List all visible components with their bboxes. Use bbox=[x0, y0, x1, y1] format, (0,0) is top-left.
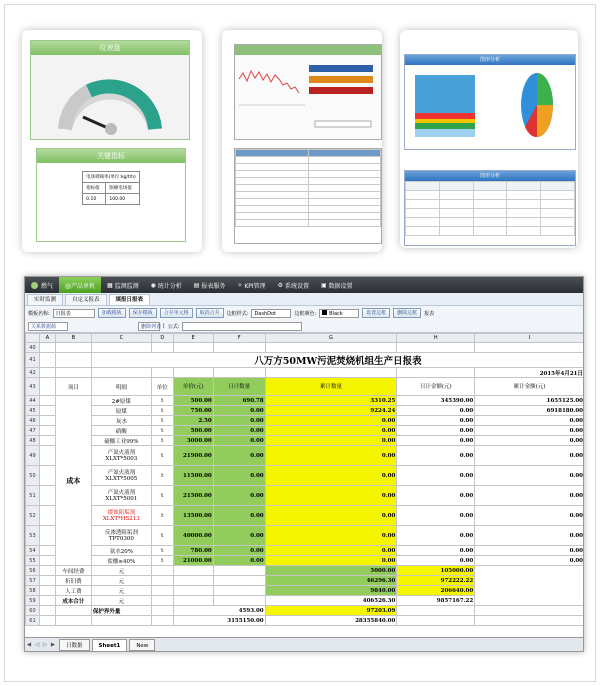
cell-cum-amt[interactable]: 0.00 bbox=[475, 426, 584, 436]
corner-cell[interactable] bbox=[26, 334, 40, 343]
merge-cells-button[interactable]: 合并单元格 bbox=[160, 308, 193, 318]
cell-daily-qty[interactable]: 0.00 bbox=[213, 446, 265, 466]
cell-unit[interactable]: 元 bbox=[91, 576, 151, 586]
row-header: 50 bbox=[26, 466, 40, 486]
tab-daily-report[interactable]: 填报日报表 bbox=[109, 294, 151, 305]
column-header[interactable]: E bbox=[173, 334, 213, 343]
cell-unit[interactable]: t bbox=[151, 426, 173, 436]
cell-a[interactable] bbox=[39, 486, 55, 506]
border-color-select[interactable] bbox=[319, 309, 359, 318]
last-sheet-icon[interactable]: ▶ bbox=[50, 641, 56, 648]
trend-panel bbox=[234, 44, 382, 140]
set-border-button[interactable]: 设置边框 bbox=[362, 308, 390, 318]
sheet-tab-daily[interactable]: 日数据 bbox=[59, 639, 90, 651]
indicator-panel bbox=[36, 148, 186, 242]
table-row bbox=[26, 526, 585, 546]
nav-label: 数据设置 bbox=[328, 282, 353, 290]
cell-price[interactable]: 21500.00 bbox=[173, 486, 213, 506]
header-cum-amt[interactable]: 累计金额(元) bbox=[475, 378, 584, 396]
delete-list-button[interactable]: 删除列表 bbox=[138, 322, 160, 331]
cell-unit[interactable]: t bbox=[151, 436, 173, 446]
cell-unit[interactable]: 元 bbox=[91, 586, 151, 596]
cell-cum-qty[interactable]: 0.00 bbox=[265, 506, 397, 526]
cell-cum-amt[interactable]: 0.00 bbox=[475, 526, 584, 546]
cell-price[interactable]: 40000.00 bbox=[173, 526, 213, 546]
trend-chart bbox=[235, 45, 381, 139]
row-header: 45 bbox=[26, 406, 40, 416]
cell-price[interactable]: 13500.00 bbox=[173, 506, 213, 526]
nav-label: 报表服务 bbox=[201, 282, 226, 290]
cell-detail[interactable]: 盐酸≥40% bbox=[91, 556, 151, 566]
indicator-cell: 限额电场值 bbox=[106, 183, 139, 194]
load-template-button[interactable]: 加载模板 bbox=[98, 308, 126, 318]
cost-rows bbox=[26, 396, 585, 566]
cell-daily-amt[interactable]: 5000.00 bbox=[265, 566, 397, 576]
header-cum-qty[interactable]: 累计数量 bbox=[265, 378, 397, 396]
cell-a[interactable] bbox=[39, 396, 55, 406]
nav-item-monitor[interactable] bbox=[101, 277, 145, 293]
trend-thumbnail bbox=[222, 30, 382, 252]
cell-price[interactable]: 780.00 bbox=[173, 546, 213, 556]
format-toolbar bbox=[25, 306, 583, 320]
cell-cum-qty[interactable]: 0.00 bbox=[265, 426, 397, 436]
cell-cum-amt[interactable]: 0.00 bbox=[475, 446, 584, 466]
cell-daily-amt[interactable]: 0.00 bbox=[397, 546, 475, 556]
cell-cum-qty[interactable] bbox=[213, 596, 265, 606]
header-price[interactable]: 单价(元) bbox=[173, 378, 213, 396]
cell-daily-amt[interactable]: 0.00 bbox=[397, 406, 475, 416]
header-detail[interactable]: 明细 bbox=[91, 378, 151, 396]
cell-cum-qty[interactable]: 0.00 bbox=[265, 486, 397, 506]
row-header: 46 bbox=[26, 416, 40, 426]
cell-price[interactable]: 3000.00 bbox=[173, 436, 213, 446]
cell-daily-qty[interactable]: 0.00 bbox=[213, 486, 265, 506]
cell-daily-qty[interactable]: 0.00 bbox=[213, 426, 265, 436]
table-row bbox=[26, 416, 585, 426]
legend-swatch bbox=[309, 87, 373, 94]
monitor-icon: ▦ bbox=[107, 281, 115, 289]
cell-cum-qty[interactable]: 0.00 bbox=[265, 556, 397, 566]
graph-analysis-table-panel bbox=[404, 170, 576, 246]
cell-cum-amt[interactable]: 0.00 bbox=[475, 466, 584, 486]
cell-cum-amt[interactable]: 6918180.00 bbox=[475, 406, 584, 416]
sheet-tab-new[interactable]: New bbox=[129, 639, 155, 651]
indicator-cell: 0.10 bbox=[83, 194, 106, 205]
cell-daily-qty[interactable]: 0.00 bbox=[213, 546, 265, 556]
cell-cum-amt[interactable]: 0.00 bbox=[475, 436, 584, 446]
section-cost-label[interactable]: 成本 bbox=[55, 396, 91, 566]
cell-cum-qty[interactable]: 0.00 bbox=[265, 446, 397, 466]
nav-label: 统计分析 bbox=[157, 282, 182, 290]
header-item[interactable]: 项目 bbox=[55, 378, 91, 396]
header-daily-qty[interactable]: 日计数量 bbox=[213, 378, 265, 396]
formula-toolbar bbox=[25, 320, 583, 333]
column-header[interactable]: H bbox=[397, 334, 475, 343]
cell-a[interactable] bbox=[39, 506, 55, 526]
cell-cum-qty[interactable] bbox=[213, 566, 265, 576]
cell-price[interactable]: 21900.00 bbox=[173, 446, 213, 466]
kpi-icon: ✧ bbox=[237, 281, 245, 289]
nav-label: @产品单机 bbox=[65, 282, 96, 290]
gauge-chart bbox=[31, 55, 189, 139]
graph-analysis-title: 图形分析 bbox=[405, 55, 575, 65]
cell-unit[interactable]: t bbox=[151, 556, 173, 566]
table-row bbox=[26, 486, 585, 506]
nav-label: KPI管理 bbox=[244, 282, 266, 290]
row-header: 55 bbox=[26, 556, 40, 566]
border-style-label: 边框样式: bbox=[226, 310, 249, 317]
header-daily-amt[interactable]: 日计金额(元) bbox=[397, 378, 475, 396]
tab-realtime[interactable]: 实时监测 bbox=[27, 294, 63, 305]
cell-a[interactable] bbox=[39, 596, 55, 606]
legend-swatch bbox=[309, 65, 373, 72]
cell-daily-qty[interactable]: 0.00 bbox=[213, 506, 265, 526]
nav-item-stats[interactable] bbox=[145, 277, 188, 293]
report-app-window bbox=[24, 276, 584, 652]
toolbar-extra: 报表 bbox=[424, 310, 435, 317]
cell-price[interactable]: 11500.00 bbox=[173, 466, 213, 486]
border-style-select[interactable]: DashDot bbox=[251, 309, 291, 318]
nav-item-gas[interactable] bbox=[25, 277, 59, 293]
cell-unit[interactable]: 元 bbox=[91, 596, 151, 606]
cell-daily-amt[interactable]: 0.00 bbox=[397, 506, 475, 526]
cell-a[interactable] bbox=[39, 446, 55, 466]
table-row bbox=[26, 576, 585, 586]
cell-daily-amt[interactable]: 0.00 bbox=[397, 426, 475, 436]
unmerge-button[interactable]: 取消合并 bbox=[196, 308, 224, 318]
cell-daily-amt[interactable]: 0.00 bbox=[397, 486, 475, 506]
gauge-dashboard-thumbnail bbox=[22, 30, 202, 252]
cell-daily-amt[interactable]: 0.00 bbox=[397, 556, 475, 566]
row-header: 53 bbox=[26, 526, 40, 546]
delete-border-button[interactable]: 删除边框 bbox=[393, 308, 421, 318]
nav-label: 监测监测 bbox=[114, 282, 139, 290]
nav-item-report[interactable] bbox=[188, 277, 232, 293]
cell-daily-amt[interactable]: 0.00 bbox=[397, 526, 475, 546]
cell-detail[interactable]: 灰水 bbox=[91, 416, 151, 426]
cell-cum-amt[interactable]: 105000.00 bbox=[397, 566, 475, 576]
stats-icon: ◉ bbox=[150, 281, 158, 289]
cell-daily-amt[interactable]: 0.00 bbox=[397, 466, 475, 486]
table-row bbox=[26, 396, 585, 406]
color-swatch bbox=[322, 310, 327, 315]
module-tabs bbox=[25, 293, 583, 306]
nav-label: 燃气 bbox=[41, 282, 54, 290]
cell-cum-qty[interactable]: 0.00 bbox=[265, 466, 397, 486]
cell-cum-amt[interactable]: 0.00 bbox=[475, 416, 584, 426]
cell-cum-qty[interactable]: 3310.25 bbox=[265, 396, 397, 406]
cell-a[interactable] bbox=[39, 556, 55, 566]
cell-daily-amt[interactable]: 0.00 bbox=[397, 446, 475, 466]
cell-daily-qty[interactable] bbox=[173, 596, 213, 606]
cell-detail[interactable]: 缓蚀阻垢剂XLXT*HS213 bbox=[91, 506, 151, 526]
cell-cum-amt[interactable]: 9857167.22 bbox=[397, 596, 475, 606]
cell-cum-qty[interactable]: 28355840.00 bbox=[265, 616, 397, 626]
cell-detail[interactable]: 成本合计 bbox=[55, 596, 91, 606]
cell-detail[interactable]: 2#原煤 bbox=[91, 396, 151, 406]
cell-price[interactable]: 2.50 bbox=[173, 416, 213, 426]
prev-sheet-icon[interactable]: ◁ bbox=[34, 641, 40, 648]
legend-swatch bbox=[309, 76, 373, 83]
cell-a[interactable] bbox=[39, 406, 55, 416]
indicator-cell: 指标值 bbox=[83, 183, 106, 194]
cell-detail[interactable]: 原煤 bbox=[91, 406, 151, 416]
cell-price[interactable] bbox=[151, 576, 173, 586]
row-header: 48 bbox=[26, 436, 40, 446]
cell-daily-amt[interactable]: 345390.00 bbox=[397, 396, 475, 406]
cell-cum-qty[interactable]: 0.00 bbox=[265, 416, 397, 426]
cell-detail[interactable]: 氨水20% bbox=[91, 546, 151, 556]
table-row bbox=[26, 596, 585, 606]
graph-analysis-table-title: 图形分析 bbox=[405, 171, 575, 181]
cell-unit[interactable]: t bbox=[151, 546, 173, 556]
cell-a[interactable] bbox=[39, 576, 55, 586]
cell-unit[interactable]: t bbox=[151, 466, 173, 486]
cell-detail[interactable]: 产氮火液剂XLXT*5005 bbox=[91, 466, 151, 486]
row-header: 60 bbox=[26, 606, 40, 616]
indicator-panel-title: 关键指标 bbox=[37, 149, 185, 163]
cell-daily-qty[interactable]: 0.00 bbox=[213, 406, 265, 416]
cell-a[interactable] bbox=[39, 466, 55, 486]
column-header[interactable]: D bbox=[151, 334, 173, 343]
cell-detail[interactable]: 硫酸工业99% bbox=[91, 436, 151, 446]
column-header[interactable]: F bbox=[213, 334, 265, 343]
cell-unit[interactable]: t bbox=[151, 396, 173, 406]
cell-daily-qty[interactable]: 0.00 bbox=[213, 436, 265, 446]
cell-daily-qty[interactable]: 0.00 bbox=[213, 526, 265, 546]
row-header: 49 bbox=[26, 446, 40, 466]
table-row bbox=[26, 406, 585, 416]
cell-daily-amt[interactable]: 406526.30 bbox=[265, 596, 397, 606]
next-sheet-icon[interactable]: ▷ bbox=[42, 641, 48, 648]
cell-a[interactable] bbox=[39, 436, 55, 446]
cell-cum-qty[interactable]: 0.00 bbox=[265, 546, 397, 556]
cell-detail[interactable]: 产氮火液剂XLXT*5001 bbox=[91, 486, 151, 506]
template-name-label: 模板名称: bbox=[28, 310, 50, 317]
trend-data-table bbox=[234, 148, 382, 244]
cell-daily-qty[interactable]: 0.00 bbox=[213, 416, 265, 426]
row-header: 61 bbox=[26, 616, 40, 626]
cell-unit[interactable]: t bbox=[151, 406, 173, 416]
cell-daily-qty[interactable] bbox=[173, 566, 213, 576]
template-name-input[interactable]: 日报表 bbox=[53, 309, 95, 318]
fx-icon: | bbox=[163, 323, 165, 329]
cell-daily-qty[interactable]: 0.00 bbox=[213, 556, 265, 566]
cell-unit[interactable]: t bbox=[151, 486, 173, 506]
spreadsheet-grid bbox=[25, 333, 584, 639]
table-row bbox=[26, 546, 585, 556]
row-header: 58 bbox=[26, 586, 40, 596]
table-row bbox=[26, 586, 585, 596]
column-header[interactable]: C bbox=[91, 334, 151, 343]
cell-daily-qty[interactable] bbox=[173, 576, 213, 586]
cell-a[interactable] bbox=[39, 526, 55, 546]
cell-detail[interactable]: 人工费 bbox=[55, 586, 91, 596]
gauge-panel bbox=[30, 40, 190, 140]
cell-cum-amt[interactable]: 0.00 bbox=[475, 506, 584, 526]
cell-daily-qty[interactable]: 0.00 bbox=[213, 466, 265, 486]
gear-icon: ⚙ bbox=[277, 281, 285, 289]
cell-cum-amt[interactable]: 206640.00 bbox=[397, 586, 475, 596]
first-sheet-icon[interactable]: ◀ bbox=[26, 641, 32, 648]
column-header[interactable]: I bbox=[475, 334, 584, 343]
indicator-cell: 100.00 bbox=[106, 194, 139, 205]
border-color-label: 边框颜色: bbox=[294, 310, 317, 317]
column-header[interactable]: B bbox=[55, 334, 91, 343]
table-row bbox=[26, 566, 585, 576]
row-header: 47 bbox=[26, 426, 40, 436]
cell-price[interactable] bbox=[151, 596, 173, 606]
cell-price[interactable]: 21000.00 bbox=[173, 556, 213, 566]
cell-detail[interactable]: 产氮火液剂XLXT*5003 bbox=[91, 446, 151, 466]
cell-unit[interactable]: t bbox=[151, 526, 173, 546]
cell-daily-qty[interactable]: 690.78 bbox=[213, 396, 265, 406]
table-row bbox=[26, 436, 585, 446]
row-header: 51 bbox=[26, 486, 40, 506]
report-title[interactable]: 八万方50MW污泥焚烧机组生产日报表 bbox=[91, 353, 584, 368]
cell-cum-amt[interactable]: 1655125.00 bbox=[475, 396, 584, 406]
cell-a[interactable] bbox=[39, 426, 55, 436]
nav-icon bbox=[31, 282, 38, 289]
cell-unit[interactable]: 元 bbox=[91, 566, 151, 576]
table-row bbox=[26, 426, 585, 436]
cell-cum-amt[interactable]: 0.00 bbox=[475, 546, 584, 556]
cell-detail[interactable]: 折旧费 bbox=[55, 576, 91, 586]
table-row bbox=[26, 446, 585, 466]
row-header: 54 bbox=[26, 546, 40, 556]
gauge-panel-title: 仪表盘 bbox=[31, 41, 189, 55]
cell-price[interactable] bbox=[151, 566, 173, 576]
top-nav bbox=[25, 277, 583, 293]
header-unit[interactable]: 单位 bbox=[151, 378, 173, 396]
cell-cum-qty[interactable]: 97203.09 bbox=[265, 606, 397, 616]
indicator-table bbox=[82, 171, 140, 205]
data-source-button[interactable]: 关系数据源 bbox=[28, 322, 68, 331]
cell-daily-qty[interactable] bbox=[173, 586, 213, 596]
cell-a[interactable] bbox=[39, 546, 55, 556]
cell-cum-qty[interactable] bbox=[213, 576, 265, 586]
cell-daily-amt[interactable]: 0.00 bbox=[397, 416, 475, 426]
cell-detail[interactable]: 保护界外量 bbox=[91, 606, 151, 616]
cell-cum-amt[interactable]: 972222.22 bbox=[397, 576, 475, 586]
cell-detail[interactable]: 车间经费 bbox=[55, 566, 91, 576]
cell-daily-amt[interactable]: 9840.00 bbox=[265, 586, 397, 596]
graph-analysis-panel bbox=[404, 54, 576, 150]
sheet-tabs bbox=[25, 637, 584, 651]
table-row bbox=[26, 506, 585, 526]
bar-pie-chart bbox=[405, 65, 575, 149]
data-icon: ▣ bbox=[320, 281, 329, 289]
nav-item-data[interactable] bbox=[315, 277, 359, 293]
cell-cum-amt[interactable]: 0.00 bbox=[475, 556, 584, 566]
row-header: 56 bbox=[26, 566, 40, 576]
cell-cum-qty[interactable]: 0.00 bbox=[265, 526, 397, 546]
table-row bbox=[26, 556, 585, 566]
save-template-button[interactable]: 保存模板 bbox=[129, 308, 157, 318]
cell-daily-amt[interactable]: 0.00 bbox=[397, 436, 475, 446]
cell-a[interactable] bbox=[39, 566, 55, 576]
report-date[interactable]: 2015年4月21日 bbox=[475, 368, 584, 378]
report-sheet: A B C D E F G H I 40 41 八万方50MW污泥焚烧机组生产日报表 42 2015年4月21日 43 项目 明细 单位 单价(元) 日计数量 累计数量 日计金额(元) 累计金额(元) 44 成本 2#原煤 t 500.00 690.78 3310.25 345390.00 1655125.00 45 原煤 t 750.00 0.00 9224.24 0.00 6918180.00 46 灰水 t 2.50 0.00 0.00 0.00 0.00 47 硝酸 t 500.00 0.00 0.00 0.00 0.00 48 硫酸工业99% t 3000.00 0.00 0.00 0.00 0.00 49 产氮火液剂XLXT*5003 t 21900.00 0.00 0.00 0.00 0.00 50 产氮火液剂XLXT*5005 t 11500.00 0.00 0.00 0.00 0.00 51 产氮火液剂XLXT*5001 t 21500.00 0.00 0.00 0.00 0.00 52 缓蚀阻垢剂XLXT*HS213 t 13500.00 0.00 0.00 0.00 0.00 53 反渗透阻垢剂TPT0300 t 40000.00 0.00 0.00 0.00 0.00 54 氨水20% t 780.00 0.00 0.00 0.00 0.00 55 盐酸≥40% t 21000.00 0.00 0.00 0.00 0.00 56 车间经费 元 5000.00 105000.00 57 折旧费 元 46296.30 972222.22 58 人工费 元 9840.00 206640.00 59 成本合计 元 406526.30 9857167.22 60 保护界外量 4593.00 97203.09 61 3155150.00 28355840.00 bbox=[25, 333, 584, 626]
cell-detail[interactable]: 反渗透阻垢剂TPT0300 bbox=[91, 526, 151, 546]
report-icon: ▤ bbox=[193, 281, 202, 289]
cell-cum-qty[interactable]: 0.00 bbox=[265, 436, 397, 446]
nav-label: 系统设置 bbox=[284, 282, 309, 290]
cell-unit[interactable]: t bbox=[151, 446, 173, 466]
cell-price[interactable]: 500.00 bbox=[173, 426, 213, 436]
formula-input[interactable] bbox=[182, 322, 302, 331]
row-header: 44 bbox=[26, 396, 40, 406]
column-header[interactable]: G bbox=[265, 334, 397, 343]
table-row bbox=[26, 466, 585, 486]
cell-daily-amt[interactable]: 46296.30 bbox=[265, 576, 397, 586]
cell-unit[interactable]: t bbox=[151, 416, 173, 426]
nav-item-kpi[interactable] bbox=[231, 277, 271, 293]
cell-price[interactable]: 750.00 bbox=[173, 406, 213, 416]
cell-price[interactable]: 500.00 bbox=[173, 396, 213, 406]
column-header-row bbox=[26, 334, 585, 343]
graph-analysis-thumbnail bbox=[400, 30, 578, 248]
cell-detail[interactable]: 硝酸 bbox=[91, 426, 151, 436]
cell-a[interactable] bbox=[39, 586, 55, 596]
cell-price[interactable] bbox=[151, 586, 173, 596]
border-color-value: Black bbox=[329, 310, 343, 317]
row-header: 59 bbox=[26, 596, 40, 606]
indicator-cell: 电场调频率(单位:kg/t/h) bbox=[83, 172, 140, 183]
row-header: 52 bbox=[26, 506, 40, 526]
formula-label: 公式: bbox=[167, 323, 180, 330]
cell-cum-qty[interactable]: 9224.24 bbox=[265, 406, 397, 416]
nav-item-system[interactable] bbox=[272, 277, 315, 293]
row-header: 57 bbox=[26, 576, 40, 586]
tab-custom-report[interactable]: 自定义报表 bbox=[65, 294, 107, 305]
nav-item-product[interactable] bbox=[59, 277, 101, 293]
cell-cum-qty[interactable] bbox=[213, 586, 265, 596]
misc-rows bbox=[26, 566, 585, 606]
cell-cum-amt[interactable]: 0.00 bbox=[475, 486, 584, 506]
cell-unit[interactable]: t bbox=[151, 506, 173, 526]
column-header[interactable]: A bbox=[39, 334, 55, 343]
cell-price[interactable]: 3155150.00 bbox=[173, 616, 265, 626]
cell-a[interactable] bbox=[39, 416, 55, 426]
sheet-tab-sheet1[interactable]: Sheet1 bbox=[92, 639, 128, 651]
cell-price[interactable]: 4593.00 bbox=[173, 606, 265, 616]
